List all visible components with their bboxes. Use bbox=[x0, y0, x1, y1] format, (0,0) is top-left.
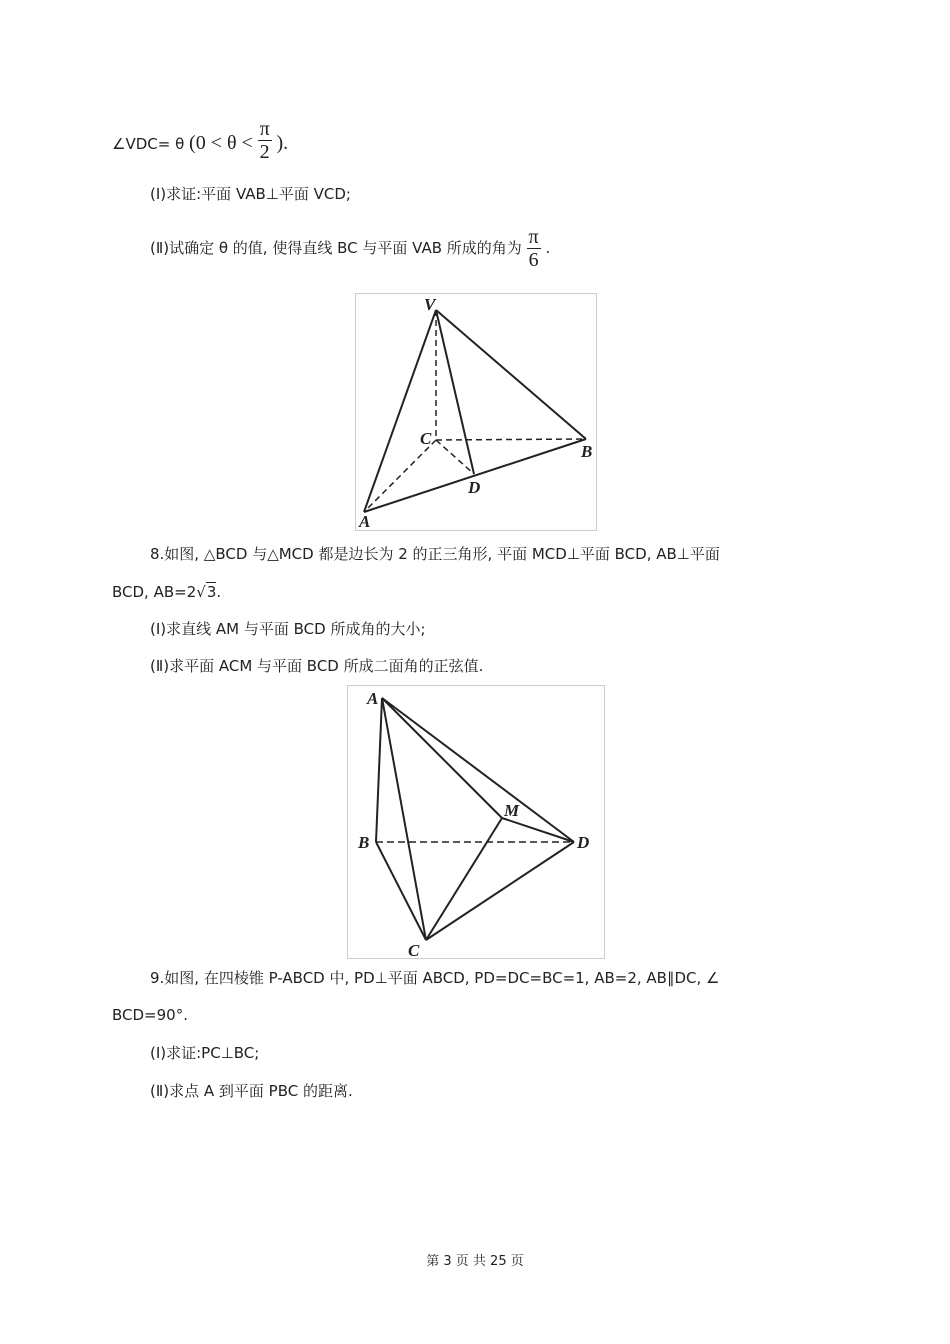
q7-frac2-num: π bbox=[528, 226, 539, 248]
q7-part2 bbox=[150, 226, 550, 271]
label-B: B bbox=[358, 833, 370, 852]
q9-part2: (Ⅱ)求点 A 到平面 PBC 的距离. bbox=[150, 1082, 353, 1100]
q8-tetrahedron-figure bbox=[347, 685, 605, 959]
q8-tetrahedron-svg bbox=[348, 686, 604, 958]
label-B: B bbox=[581, 442, 593, 461]
q7-pyramid-figure bbox=[355, 293, 597, 531]
q8-ab-text: BCD, AB=2 bbox=[112, 583, 197, 601]
q8-sqrt-value: 3 bbox=[206, 583, 217, 601]
q7-angle-text: ∠VDC= θ bbox=[112, 135, 185, 153]
q7-frac-num: π bbox=[259, 118, 270, 140]
label-D: D bbox=[468, 478, 481, 497]
label-C: C bbox=[408, 941, 420, 958]
edge-CB-dashed bbox=[436, 439, 586, 440]
edge-CM bbox=[426, 818, 502, 940]
page-footer: 第 3 页 共 25 页 bbox=[426, 1254, 524, 1269]
edge-VA bbox=[364, 310, 436, 512]
q9-part1: (Ⅰ)求证:PC⊥BC; bbox=[150, 1044, 260, 1062]
q8-line1: 8.如图, △BCD 与△MCD 都是边长为 2 的正三角形, 平面 MCD⊥平面 BCD, AB⊥平面 bbox=[150, 545, 720, 563]
edge-CD bbox=[426, 842, 574, 940]
q7-range-open: (0 < θ < bbox=[189, 132, 253, 154]
label-V: V bbox=[424, 295, 436, 314]
q7-part1: (Ⅰ)求证:平面 VAB⊥平面 VCD; bbox=[150, 185, 351, 203]
q9-line2: BCD=90°. bbox=[112, 1006, 188, 1024]
edge-VD bbox=[436, 310, 474, 474]
label-C: C bbox=[420, 429, 432, 448]
edge-AB bbox=[376, 698, 382, 842]
q8-line2 bbox=[112, 582, 221, 602]
label-M: M bbox=[504, 801, 520, 820]
q7-frac-den: 2 bbox=[259, 141, 270, 163]
q7-pi-over-2 bbox=[258, 118, 272, 163]
edge-VB bbox=[436, 310, 586, 439]
label-D: D bbox=[577, 833, 590, 852]
q7-part2-end: . bbox=[545, 239, 551, 257]
q9-line1: 9.如图, 在四棱锥 P-ABCD 中, PD⊥平面 ABCD, PD=DC=BC=1, AB=2, AB∥DC, ∠ bbox=[150, 969, 720, 987]
q8-line2-end: . bbox=[216, 583, 222, 601]
sqrt-icon: √ bbox=[196, 583, 206, 601]
q7-pi-over-6 bbox=[527, 226, 541, 271]
q7-frac2-den: 6 bbox=[528, 249, 539, 271]
edge-MD bbox=[502, 818, 574, 842]
q8-part1: (Ⅰ)求直线 AM 与平面 BCD 所成角的大小; bbox=[150, 620, 426, 638]
q7-pyramid-svg bbox=[356, 294, 596, 530]
edge-BC bbox=[376, 842, 426, 940]
q7-part2-text: (Ⅱ)试确定 θ 的值, 使得直线 BC 与平面 VAB 所成的角为 bbox=[150, 239, 522, 257]
q8-part2: (Ⅱ)求平面 ACM 与平面 BCD 所成二面角的正弦值. bbox=[150, 657, 484, 675]
edge-AB bbox=[364, 439, 586, 512]
label-A: A bbox=[359, 512, 371, 530]
q7-condition bbox=[112, 118, 289, 167]
edge-AD bbox=[382, 698, 574, 842]
q7-range-close: ). bbox=[276, 132, 289, 154]
label-A: A bbox=[367, 689, 379, 708]
